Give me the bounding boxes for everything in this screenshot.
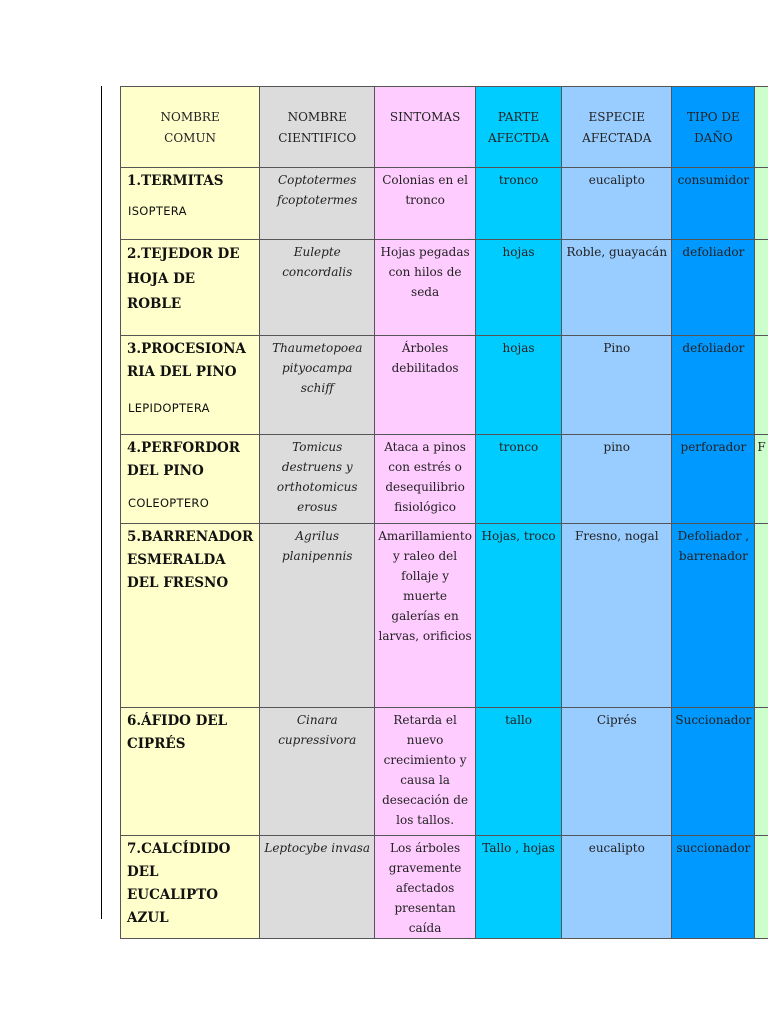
page-margin-line	[101, 86, 102, 919]
cell-symptoms: Hojas pegadas con hilos de seda	[375, 240, 476, 336]
cell-common-name: 5.BARRENADOR ESMERALDA DEL FRESNO	[121, 524, 260, 708]
cell-affected-part: hojas	[475, 336, 561, 435]
table-row	[121, 708, 768, 836]
cell-extra	[755, 836, 768, 939]
table-row	[121, 836, 768, 939]
cell-affected-part: tallo	[475, 708, 561, 836]
header-affected-part: PARTE AFECTDA	[475, 87, 561, 168]
cell-affected-species: pino	[562, 435, 672, 524]
cell-scientific-name: Leptocybe invasa	[260, 836, 375, 939]
cell-affected-species: eucalipto	[562, 836, 672, 939]
cell-symptoms: Ataca a pinos con estrés o desequilibrio fisiológico	[375, 435, 476, 524]
cell-scientific-name: Coptotermes fcoptotermes	[260, 168, 375, 240]
header-extra	[755, 87, 768, 168]
cell-affected-species: eucalipto	[562, 168, 672, 240]
cell-common-name: 3.PROCESIONARIA DEL PINO LEPIDOPTERA	[121, 336, 260, 435]
cell-damage-type: succionador	[672, 836, 755, 939]
cell-scientific-name: Tomicus destruens y orthotomicus erosus	[260, 435, 375, 524]
cell-symptoms: Colonias en el tronco	[375, 168, 476, 240]
cell-damage-type: Succionador	[672, 708, 755, 836]
cell-affected-species: Roble, guayacán	[562, 240, 672, 336]
table-row	[121, 168, 768, 240]
cell-symptoms: Amarillamiento y raleo del follaje y muerte galerías en larvas, orificios	[375, 524, 476, 708]
cell-damage-type: defoliador	[672, 240, 755, 336]
cell-extra	[755, 168, 768, 240]
header-row	[121, 87, 768, 168]
cell-affected-part: Hojas, troco	[475, 524, 561, 708]
cell-scientific-name: Thaumetopoea pityocampa schiff	[260, 336, 375, 435]
cell-scientific-name: Cinara cupressivora	[260, 708, 375, 836]
cell-damage-type: Defoliador , barrenador	[672, 524, 755, 708]
cell-affected-part: tronco	[475, 168, 561, 240]
header-common-name: NOMBRE COMUN	[121, 87, 260, 168]
cell-extra	[755, 708, 768, 836]
cell-common-name: 1.TERMITAS ISOPTERA	[121, 168, 260, 240]
cell-affected-part: Tallo , hojas	[475, 836, 561, 939]
header-affected-species: ESPECIE AFECTADA	[562, 87, 672, 168]
cell-affected-species: Fresno, nogal	[562, 524, 672, 708]
table-row	[121, 336, 768, 435]
header-symptoms: SINTOMAS	[375, 87, 476, 168]
cell-common-name: 6.ÁFIDO DEL CIPRÉS	[121, 708, 260, 836]
cell-symptoms: Árboles debilitados	[375, 336, 476, 435]
cell-damage-type: consumidor	[672, 168, 755, 240]
cell-extra	[755, 524, 768, 708]
cell-damage-type: defoliador	[672, 336, 755, 435]
cell-extra	[755, 336, 768, 435]
cell-symptoms: Los árboles gravemente afectados presentan caída	[375, 836, 476, 939]
cell-affected-part: hojas	[475, 240, 561, 336]
table-row	[121, 435, 768, 524]
table-row	[121, 240, 768, 336]
cell-symptoms: Retarda el nuevo crecimiento y causa la desecación de los tallos.	[375, 708, 476, 836]
header-scientific-name: NOMBRE CIENTIFICO	[260, 87, 375, 168]
table-row	[121, 524, 768, 708]
header-damage-type: TIPO DE DAÑO	[672, 87, 755, 168]
cell-affected-species: Ciprés	[562, 708, 672, 836]
cell-common-name: 4.PERFORDOR DEL PINO COLEOPTERO	[121, 435, 260, 524]
cell-extra: F	[755, 435, 768, 524]
cell-scientific-name: Eulepte concordalis	[260, 240, 375, 336]
cell-common-name: 2.TEJEDOR DE HOJA DE ROBLE	[121, 240, 260, 336]
cell-extra	[755, 240, 768, 336]
cell-common-name: 7.CALCÍDIDO DEL EUCALIPTO AZUL	[121, 836, 260, 939]
pest-table	[120, 86, 768, 939]
cell-scientific-name: Agrilus planipennis	[260, 524, 375, 708]
cell-affected-part: tronco	[475, 435, 561, 524]
cell-affected-species: Pino	[562, 336, 672, 435]
cell-damage-type: perforador	[672, 435, 755, 524]
